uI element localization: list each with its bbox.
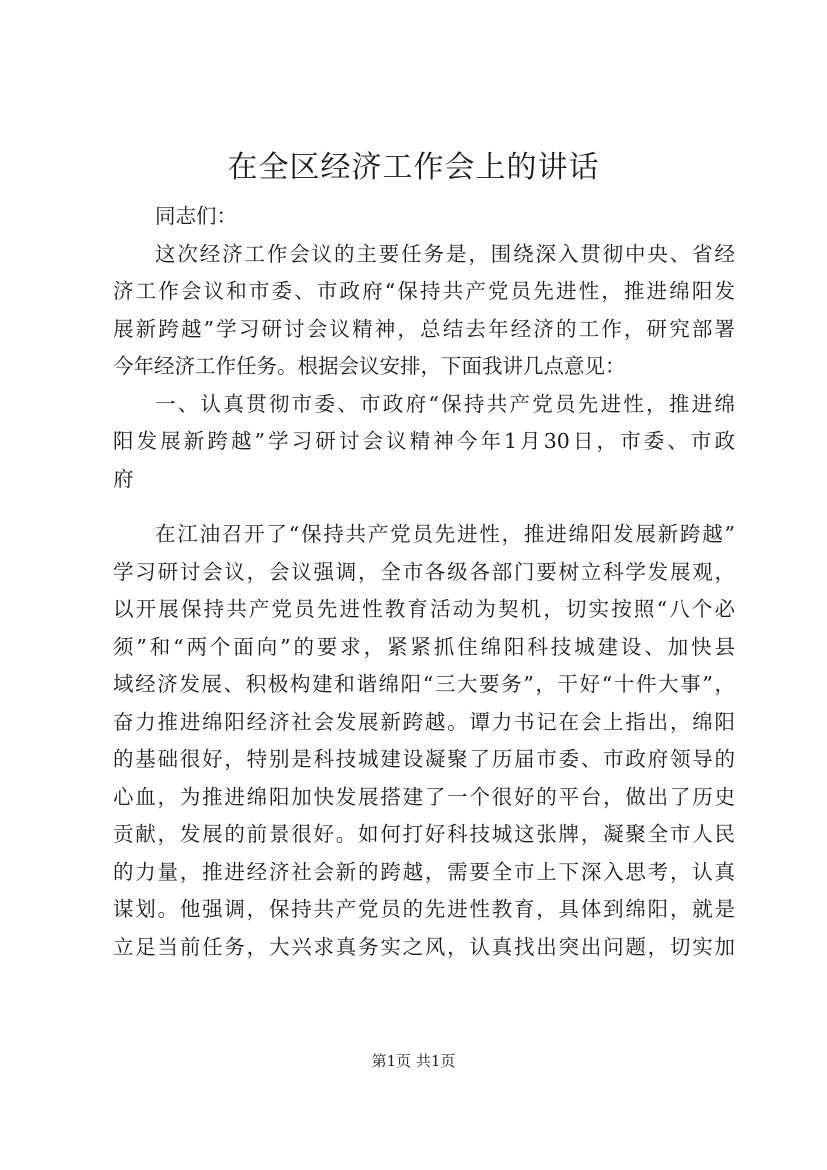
paragraph-line: 奋力推进绵阳经济社会发展新跨越。谭力书记在会上指出，绵阳 bbox=[113, 709, 735, 734]
section-heading-line: 一、认真贯彻市委、市政府“保持共产党员先进性，推进绵 bbox=[155, 391, 735, 416]
section-heading-line: 阳发展新跨越”学习研讨会议精神今年1月30日，市委、市政 bbox=[113, 429, 735, 453]
paragraph-line: 这次经济工作会议的主要任务是，围绕深入贯彻中央、省经 bbox=[155, 241, 735, 266]
document-title: 在全区经济工作会上的讲话 bbox=[227, 150, 600, 185]
paragraph-line: 贡献，发展的前景很好。如何打好科技城这张牌，凝聚全市人民 bbox=[113, 822, 735, 846]
paragraph-line: 须”和“两个面向”的要求，紧紧抓住绵阳科技城建设、加快县 bbox=[113, 634, 735, 659]
paragraph-line: 心血，为推进绵阳加快发展搭建了一个很好的平台，做出了历史 bbox=[113, 784, 735, 809]
document-body bbox=[113, 198, 735, 966]
paragraph-line: 学习研讨会议，会议强调，全市各级各部门要树立科学发展观， bbox=[113, 559, 735, 584]
page-footer: 第1页 共1页 bbox=[371, 1052, 456, 1070]
paragraph-line: 谋划。他强调，保持共产党员的先进性教育，具体到绵阳，就是 bbox=[113, 897, 735, 921]
paragraph-line: 在江油召开了“保持共产党员先进性，推进绵阳发展新跨越” bbox=[155, 522, 735, 546]
paragraph-line: 立足当前任务，大兴求真务实之风，认真找出突出问题，切实加 bbox=[113, 934, 735, 959]
section-heading-1 bbox=[113, 386, 735, 499]
paragraph-2 bbox=[113, 516, 735, 966]
paragraph-line: 的基础很好，特别是科技城建设凝聚了历届市委、市政府领导的 bbox=[113, 747, 735, 771]
paragraph-line: 以开展保持共产党员先进性教育活动为契机，切实按照“八个必 bbox=[113, 597, 735, 621]
paragraph-line: 域经济发展、积极构建和谐绵阳“三大要务”，干好“十件大事”， bbox=[113, 672, 735, 696]
greeting: 同志们： bbox=[155, 204, 237, 228]
paragraph-line: 展新跨越”学习研讨会议精神，总结去年经济的工作，研究部署 bbox=[113, 316, 735, 341]
paragraph-1 bbox=[113, 236, 735, 386]
section-heading-line: 府 bbox=[113, 466, 134, 491]
paragraph-line: 的力量，推进经济社会新的跨越，需要全市上下深入思考，认真 bbox=[113, 859, 735, 884]
paragraph-gap bbox=[113, 498, 735, 516]
paragraph-line: 济工作会议和市委、市政府“保持共产党员先进性，推进绵阳发 bbox=[113, 279, 735, 303]
paragraph-line: 今年经济工作任务。根据会议安排，下面我讲几点意见： bbox=[113, 354, 626, 378]
